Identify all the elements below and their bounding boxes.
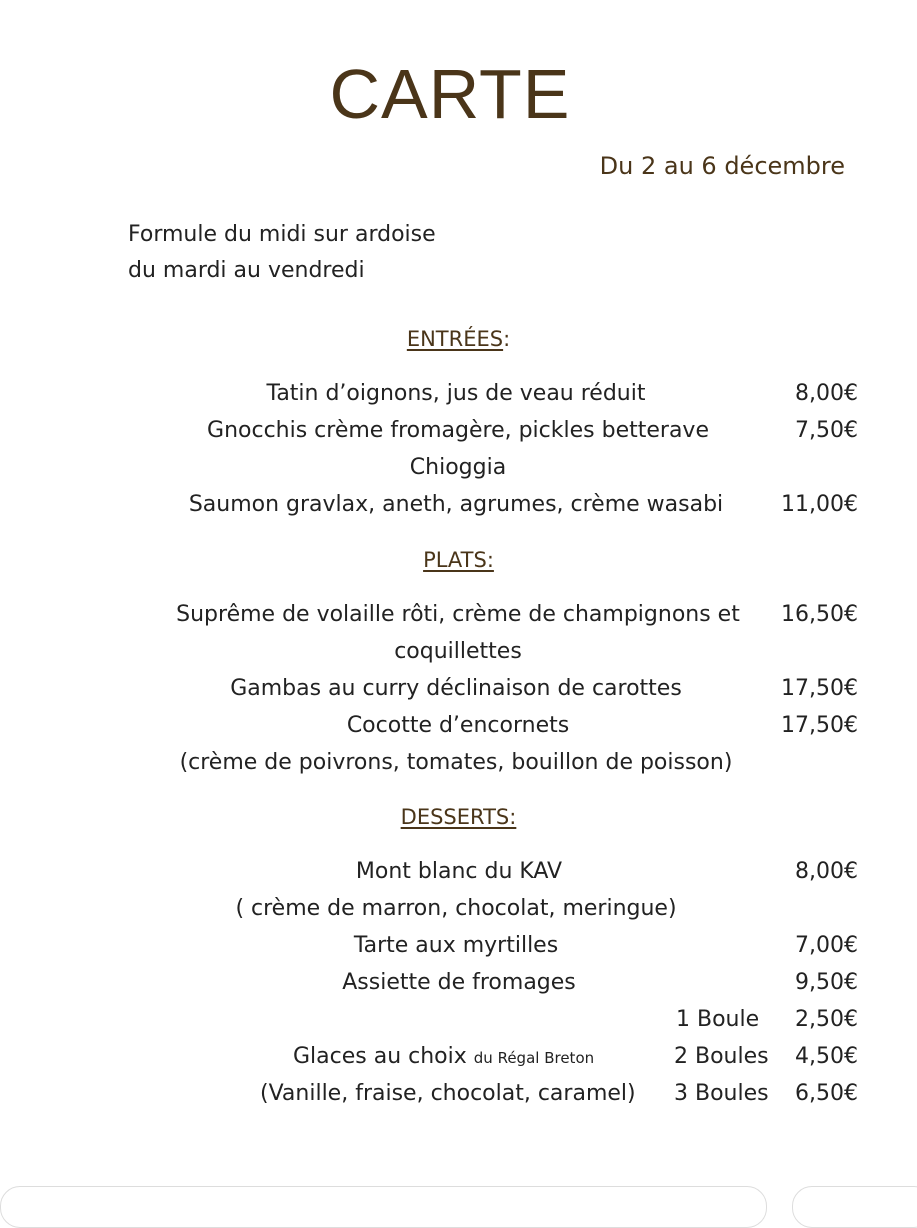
menu-item-price: 17,50€ bbox=[781, 713, 858, 738]
section-heading-plats bbox=[0, 548, 917, 572]
menu-item-price: 8,00€ bbox=[795, 859, 858, 884]
menu-item-price: 16,50€ bbox=[781, 602, 858, 627]
glace-option-label: 3 Boules bbox=[674, 1081, 769, 1106]
intro-line-2: du mardi au vendredi bbox=[128, 258, 365, 283]
menu-item-name: Assiette de fromages bbox=[342, 970, 576, 995]
glaces-flavors: (Vanille, fraise, chocolat, caramel) bbox=[260, 1081, 636, 1106]
glaces-title: Glaces au choix bbox=[293, 1044, 467, 1069]
menu-item-price: 17,50€ bbox=[781, 676, 858, 701]
page-title: CARTE bbox=[329, 55, 571, 133]
menu-item-price: 9,50€ bbox=[795, 970, 858, 995]
menu-item-name-cont: coquillettes bbox=[394, 639, 522, 664]
glaces-name bbox=[293, 1044, 594, 1069]
section-heading-entrees-text: ENTRÉES bbox=[406, 327, 504, 351]
menu-item-price: 11,00€ bbox=[781, 492, 858, 517]
intro-line-1: Formule du midi sur ardoise bbox=[128, 222, 436, 247]
glace-option-price: 4,50€ bbox=[795, 1044, 858, 1069]
glace-option-price: 2,50€ bbox=[795, 1007, 858, 1032]
date-range: Du 2 au 6 décembre bbox=[599, 152, 845, 180]
section-heading-desserts-text: DESSERTS: bbox=[400, 805, 517, 829]
section-heading-plats-text: PLATS: bbox=[423, 548, 494, 572]
menu-item-name-cont: (crème de poivrons, tomates, bouillon de poisson) bbox=[179, 750, 733, 775]
menu-item-name: Gambas au curry déclinaison de carottes bbox=[230, 676, 682, 701]
glace-option-price: 6,50€ bbox=[795, 1081, 858, 1106]
menu-item-price: 7,50€ bbox=[795, 418, 858, 443]
menu-item-name: Saumon gravlax, aneth, agrumes, crème wasabi bbox=[188, 492, 724, 517]
menu-item-name: Cocotte d’encornets bbox=[346, 713, 570, 738]
menu-item-name-cont: ( crème de marron, chocolat, meringue) bbox=[235, 896, 677, 921]
glace-option-label: 1 Boule bbox=[676, 1007, 760, 1032]
menu-item-name: Tatin d’oignons, jus de veau réduit bbox=[266, 381, 646, 406]
menu-item-price: 7,00€ bbox=[795, 933, 858, 958]
section-heading-desserts bbox=[0, 805, 917, 829]
glace-option-label: 2 Boules bbox=[674, 1044, 769, 1069]
menu-item-name-cont: Chioggia bbox=[409, 455, 507, 480]
section-heading-colon: : bbox=[503, 327, 511, 351]
menu-item-name: Gnocchis crème fromagère, pickles betterave bbox=[207, 418, 709, 443]
menu-item-name: Mont blanc du KAV bbox=[355, 859, 563, 884]
bottom-bar-button[interactable] bbox=[792, 1186, 917, 1228]
section-heading-entrees bbox=[0, 327, 917, 351]
menu-item-price: 8,00€ bbox=[795, 381, 858, 406]
glaces-brand: du Régal Breton bbox=[473, 1049, 595, 1067]
menu-item-name: Suprême de volaille rôti, crème de champignons et bbox=[176, 602, 740, 627]
menu-item-name: Tarte aux myrtilles bbox=[353, 933, 559, 958]
bottom-bar-pill[interactable] bbox=[0, 1186, 767, 1228]
